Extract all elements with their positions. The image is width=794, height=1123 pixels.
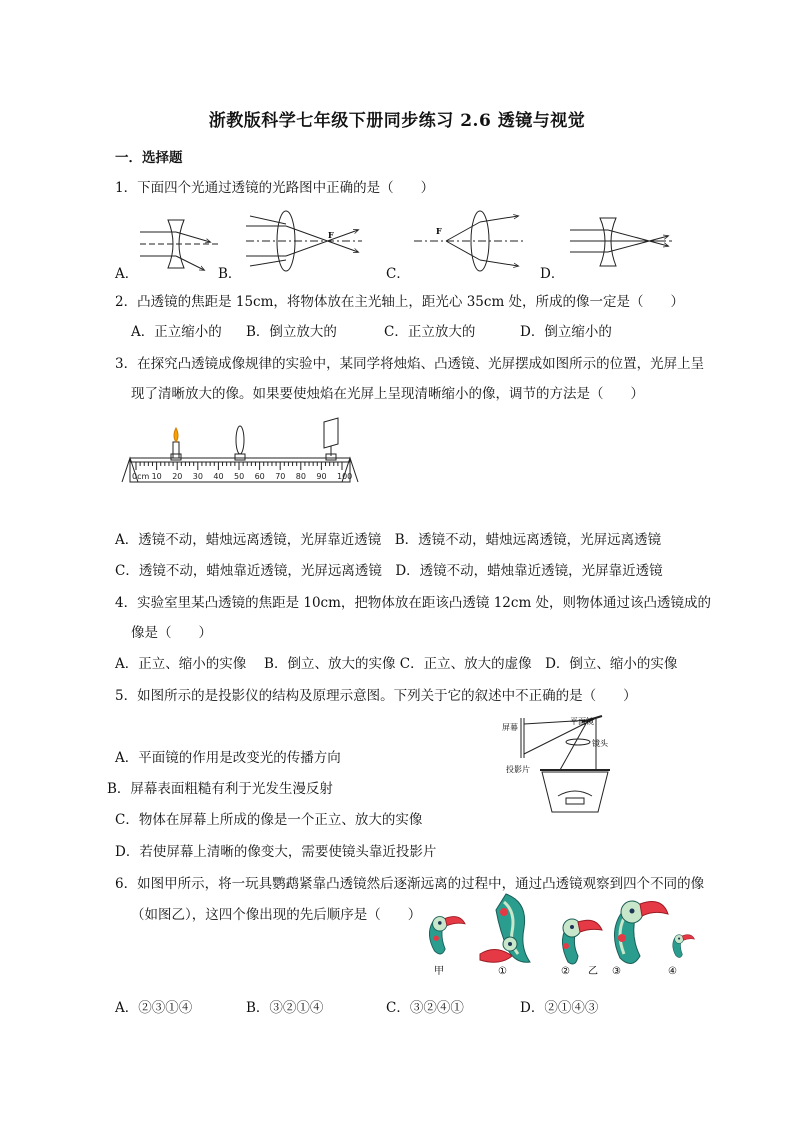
q1-stem: 1．下面四个光通过透镜的光路图中正确的是（ ） [115, 180, 435, 196]
q1-diagram-d [570, 218, 672, 266]
q2-option-b[interactable]: B．倒立放大的 [246, 324, 337, 340]
q4-stem-line2: 像是（ ） [131, 625, 212, 641]
q5-option-a[interactable]: A．平面镜的作用是改变光的传播方向 [115, 750, 341, 766]
q2-option-c[interactable]: C．正立放大的 [384, 324, 476, 340]
q6-label-yi: 乙 [588, 966, 598, 977]
q3-option-line1[interactable]: A．透镜不动，蜡烛远离透镜，光屏靠近透镜 B．透镜不动，蜡烛远离透镜，光屏远离透镜 [115, 532, 662, 548]
q5-slide-label: 投影片 [506, 765, 530, 774]
q3-option-line2[interactable]: C．透镜不动，蜡烛靠近透镜，光屏远离透镜 D．透镜不动，蜡烛靠近透镜，光屏靠近透镜 [115, 563, 663, 579]
ruler-tick-label: 100 [337, 472, 353, 481]
ruler-tick-label: 70 [275, 472, 286, 481]
ruler-tick-label: 80 [295, 472, 306, 481]
q1-option-a-label[interactable]: A． [115, 266, 139, 282]
q4-options[interactable]: A．正立、缩小的实像 B．倒立、放大的实像 C．正立、放大的虚像 D．倒立、缩小的实像 [115, 656, 678, 672]
q5-mirror-label: 平面镜 [570, 717, 594, 726]
q5-option-b[interactable]: B．屏幕表面粗糙有利于光发生漫反射 [107, 781, 333, 797]
q5-screen-label: 屏幕 [502, 723, 518, 732]
section-heading: 一．选择题 [115, 150, 183, 166]
q6-label-jia: 甲 [434, 966, 444, 977]
q1-diagram-a [140, 220, 218, 270]
ruler-tick-label: 40 [213, 472, 224, 481]
ruler-tick-label: 30 [192, 472, 203, 481]
q3-optical-bench-diagram [120, 418, 360, 488]
q1-diagram-b [246, 211, 362, 271]
q2-option-d[interactable]: D．倒立缩小的 [520, 324, 612, 340]
q5-projector-diagram [500, 714, 630, 826]
q6-parrot-figures [416, 888, 706, 978]
q6-label-3: ③ [612, 966, 621, 977]
q6-option-c[interactable]: C．③②④① [386, 1000, 464, 1016]
parrot-figure-2 [562, 919, 602, 964]
q6-option-d[interactable]: D．②①④③ [520, 1000, 599, 1016]
parrot-figure-4 [673, 935, 695, 958]
q1-option-b-label[interactable]: B． [218, 266, 242, 282]
page-title: 浙教版科学七年级下册同步练习 2.6 透镜与视觉 [208, 111, 586, 131]
parrot-figure-jia [429, 917, 465, 954]
parrot-figure-1 [480, 894, 530, 962]
q1-c-focus-label: F [436, 226, 442, 236]
ruler-tick-label: 90 [316, 472, 327, 481]
q6-stem-line2: （如图乙），这四个像出现的先后顺序是（ ） [131, 907, 422, 923]
q6-stem-line1: 6．如图甲所示，将一玩具鹦鹉紧靠凸透镜然后逐渐远离的过程中，通过凸透镜观察到四个不同的像 [115, 876, 705, 892]
ruler-tick-label: 50 [234, 472, 245, 481]
q6-label-1: ① [498, 966, 507, 977]
ruler-tick-label: 0cm [132, 472, 150, 481]
ruler-tick-label: 10 [151, 472, 162, 481]
q1-b-focus-label: F [328, 230, 334, 240]
parrot-figure-3 [614, 901, 668, 964]
q2-option-a[interactable]: A．正立缩小的 [131, 324, 222, 340]
q1-option-c-label[interactable]: C． [386, 266, 410, 282]
q6-option-a[interactable]: A．②③①④ [115, 1000, 193, 1016]
q5-stem: 5．如图所示的是投影仪的结构及原理示意图。下列关于它的叙述中不正确的是（ ） [115, 688, 637, 704]
q1-option-d-label[interactable]: D． [540, 266, 565, 282]
ruler-tick-label: 60 [254, 472, 265, 481]
q5-option-d[interactable]: D．若使屏幕上清晰的像变大，需要使镜头靠近投影片 [115, 844, 437, 860]
q4-stem-line1: 4．实验室里某凸透镜的焦距是 10cm，把物体放在距该凸透镜 12cm 处，则物体通过该凸透镜成的 [115, 595, 712, 611]
q5-option-c[interactable]: C．物体在屏幕上所成的像是一个正立、放大的实像 [115, 812, 423, 828]
q3-stem-line2: 现了清晰放大的像。如果要使烛焰在光屏上呈现清晰缩小的像，调节的方法是（ ） [131, 386, 644, 402]
q3-stem-line1: 3．在探究凸透镜成像规律的实验中，某同学将烛焰、凸透镜、光屏摆成如图所示的位置，光屏上呈 [115, 356, 705, 372]
q6-label-2: ② [561, 966, 570, 977]
q5-lens-label: 镜头 [592, 739, 608, 748]
ruler-tick-label: 20 [172, 472, 183, 481]
q1-diagram-c [414, 211, 524, 271]
q6-option-b[interactable]: B．③②①④ [246, 1000, 324, 1016]
q2-stem: 2．凸透镜的焦距是 15cm，将物体放在主光轴上，距光心 35cm 处，所成的像一定是（ ） [115, 294, 685, 310]
q6-label-4: ④ [668, 966, 677, 977]
